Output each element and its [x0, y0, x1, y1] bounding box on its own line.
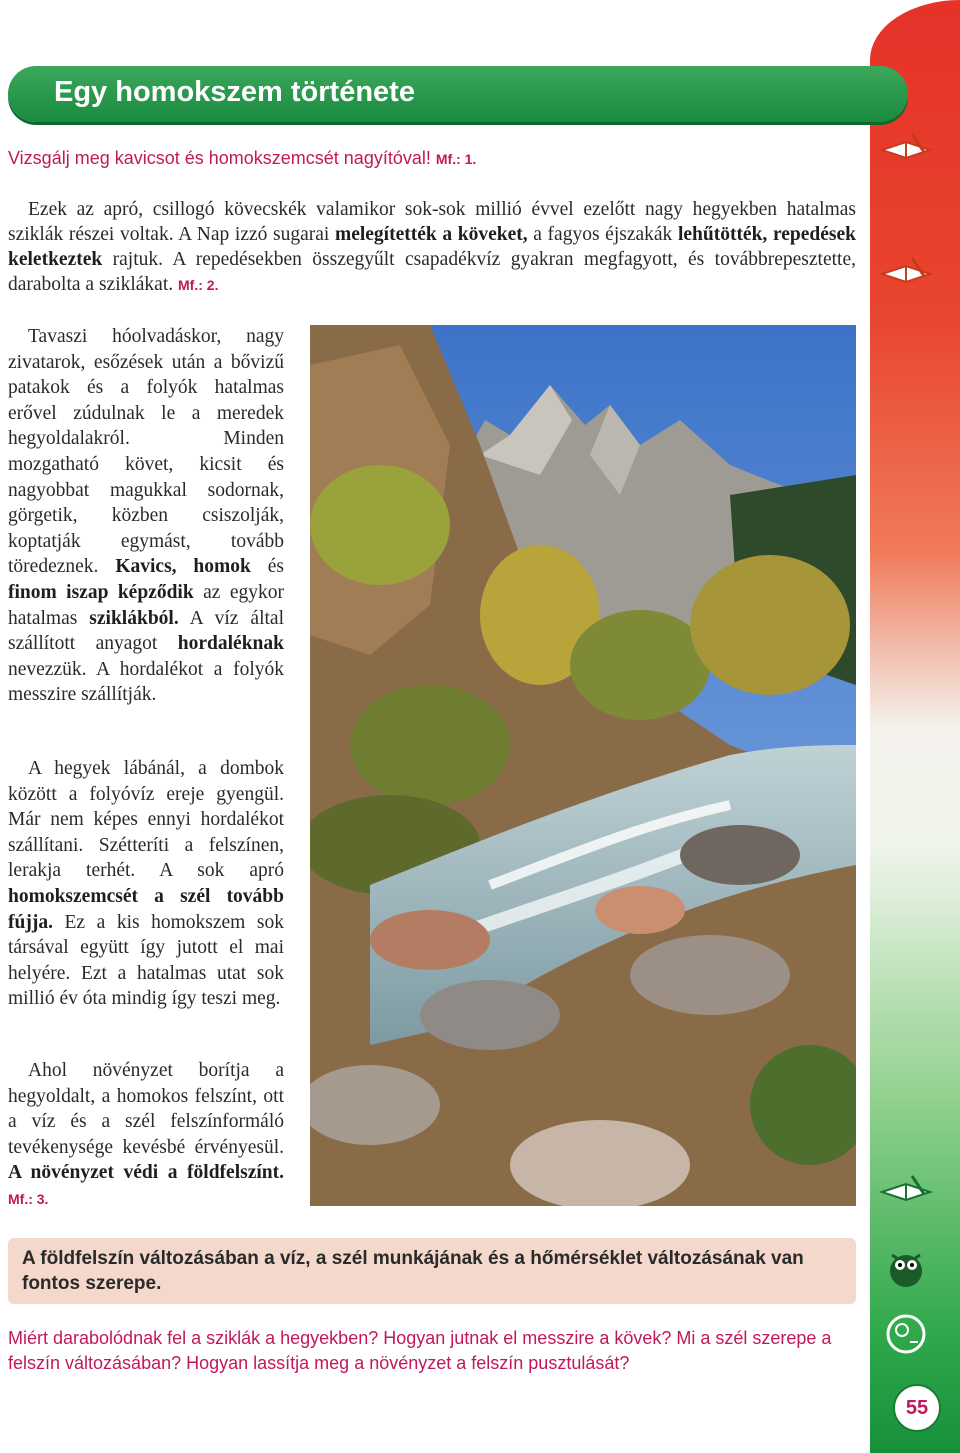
p2-bold-3: sziklákból. [89, 607, 179, 629]
title-bar [8, 66, 908, 122]
owl-icon [878, 1245, 934, 1289]
paragraph-3 [8, 756, 284, 1012]
book-pencil-icon [878, 128, 934, 172]
p2-bold-1: Kavics, homok [115, 556, 251, 578]
p2-text-a: Tavaszi hóolvadáskor, nagy zivatarok, esőzések után a bővizű patakok és a folyók hatalmas erővel zúdulnak le a meredek hegyoldalakról. Minden mozgatható követ, kicsit és nagyobbat magukkal sodornak, görgetik, közben csiszolják, koptatják egymást, tovább töredeznek. [8, 326, 284, 578]
p3-text-a: A hegyek lábánál, a dombok között a folyóvíz ereje gyengül. Már nem képes ennyi hordalékot szállítani. Szétteríti a felszínen, lerakja terhét. A sok apró [8, 758, 284, 882]
p2-text-f: nevezzük. A hordalékot a folyók messzire szállítják. [8, 658, 284, 706]
book-pencil-icon [878, 1170, 934, 1214]
p1-text-a: Ezek az apró, csillogó kövecskék valamikor sok-sok millió évvel ezelőtt nagy hegyekben hatalmas sziklák részei voltak. A Nap izzó sugarai [8, 199, 856, 245]
side-color-band [870, 0, 960, 1453]
workbook-ref-1: Mf.: 1. [435, 151, 477, 167]
page-title: Egy homokszem története [54, 76, 415, 108]
p1-text-d: rajtuk. A repedésekben összegyűlt csapadékvíz gyakran megfagyott, és továbbrepesztette, darabolta a sziklákat. [8, 249, 856, 295]
p1-bold-2: lehűtötték, repedések keletkeztek [8, 224, 856, 270]
review-questions: Miért darabolódnak fel a sziklák a hegyekben? Hogyan jutnak el messzire a kövek? Mi a szél szerepe a felszín változásában? Hogyan lassítja meg a növényzet a felszín pusztulását? [8, 1328, 832, 1373]
thinking-head-icon [878, 1312, 934, 1356]
paragraph-4 [8, 1058, 284, 1213]
book-pencil-icon [878, 252, 934, 296]
p4-bold-1: A növényzet védi a földfelszínt. [8, 1162, 284, 1184]
p2-bold-4: hordaléknak [177, 633, 284, 655]
p1-bold-1: melegítették a köveket, [334, 224, 528, 245]
summary-text: A földfelszín változásában a víz, a szél munkájának és a hőmérséklet változásának van fontos szerepe. [22, 1248, 804, 1294]
instruction-line [8, 148, 858, 169]
p1-text-c: a fagyos éjszakák [527, 224, 678, 245]
workbook-ref-3: Mf.: 3. [8, 1190, 49, 1207]
p2-text-e: A víz által szállított anyagot [8, 607, 284, 655]
p4-text-a: Ahol növényzet borítja a hegyoldalt, a homokos felszínt, ott a víz és a szél felszínformáló tevékenysége kevésbé érvényesül. [8, 1060, 284, 1158]
p3-text-c: Ez a kis homokszem sok társával együtt így jutott el mai helyére. Ezt a hatalmas utat sok millió év óta mindig így teszi meg. [8, 911, 284, 1010]
summary-box [8, 1238, 856, 1304]
paragraph-1 [8, 197, 856, 298]
mountain-stream-photo [310, 325, 856, 1206]
p3-bold-1: homokszemcsét a szél tovább fújja. [8, 885, 284, 933]
p2-text-c: és [250, 556, 285, 578]
workbook-ref-2: Mf.: 2. [178, 277, 219, 293]
page-number: 55 [893, 1384, 941, 1432]
paragraph-2 [8, 324, 284, 708]
p2-text-d: az egykor hatalmas [8, 581, 284, 629]
instruction-text: Vizsgálj meg kavicsot és homokszemcsét nagyítóval! [8, 148, 431, 168]
p2-bold-2: finom iszap képződik [8, 581, 194, 603]
